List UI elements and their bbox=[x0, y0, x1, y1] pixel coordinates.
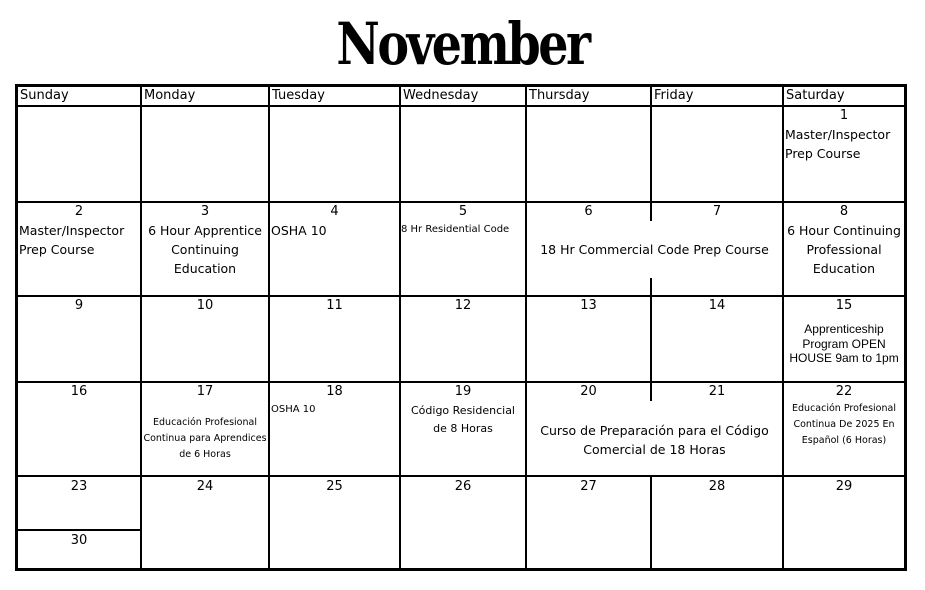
month-title: November bbox=[336, 10, 589, 78]
column-divider bbox=[399, 87, 401, 568]
day-number: 2 bbox=[74, 204, 84, 219]
day-number: 27 bbox=[580, 479, 597, 494]
day-number: 4 bbox=[330, 204, 339, 219]
week-divider bbox=[18, 529, 140, 531]
column-divider bbox=[525, 87, 527, 568]
day-number: 12 bbox=[454, 298, 472, 313]
weekday-header: Tuesday bbox=[272, 88, 325, 103]
day-number: 15 bbox=[835, 298, 853, 313]
event-osha-10: OSHA 10 bbox=[271, 223, 327, 238]
day-number: 17 bbox=[196, 384, 214, 399]
day-number: 22 bbox=[835, 384, 853, 399]
day-number: 29 bbox=[835, 479, 853, 494]
event-open-house: Apprenticeship Program OPEN HOUSE 9am to 1pm bbox=[789, 322, 899, 365]
day-number: 10 bbox=[196, 298, 214, 313]
day-number: 3 bbox=[200, 204, 210, 219]
weekday-header: Wednesday bbox=[403, 88, 479, 103]
header-divider bbox=[18, 105, 904, 107]
day-number: 14 bbox=[708, 298, 726, 313]
event-aprendices-educacion: Educación Profesional Continua para Aprendices de 6 Horas bbox=[143, 417, 267, 460]
day-number: 19 bbox=[454, 384, 472, 399]
day-number: 11 bbox=[326, 298, 343, 313]
day-number: 30 bbox=[70, 533, 88, 548]
weekday-header: Monday bbox=[144, 88, 196, 103]
day-number: 25 bbox=[326, 479, 343, 494]
event-commercial-code-prep: 18 Hr Commercial Code Prep Course bbox=[540, 242, 769, 257]
event-apprentice-continuing-ed: 6 Hour Apprentice Continuing Education bbox=[148, 223, 262, 276]
day-number: 1 bbox=[839, 108, 849, 123]
week-divider bbox=[18, 201, 904, 203]
day-number: 21 bbox=[708, 384, 726, 399]
week-divider bbox=[18, 381, 904, 383]
weekday-header: Thursday bbox=[529, 88, 590, 103]
event-codigo-residencial: Código Residencial de 8 Horas bbox=[411, 404, 515, 435]
event-educacion-profesional: Educación Profesional Continua De 2025 En Español (6 Horas) bbox=[792, 403, 896, 446]
day-number: 23 bbox=[70, 479, 88, 494]
calendar-grid bbox=[15, 84, 907, 571]
day-number: 28 bbox=[708, 479, 726, 494]
event-master-inspector-prep: Master/Inspector Prep Course bbox=[19, 223, 125, 257]
event-continuing-professional-ed: 6 Hour Continuing Professional Education bbox=[787, 223, 901, 276]
day-number: 20 bbox=[580, 384, 597, 399]
day-number: 6 bbox=[584, 204, 593, 219]
weekday-header: Saturday bbox=[786, 88, 845, 103]
event-master-inspector-prep: Master/Inspector Prep Course bbox=[785, 127, 891, 161]
column-divider bbox=[268, 87, 270, 568]
day-number: 8 bbox=[839, 204, 849, 219]
column-divider bbox=[140, 87, 142, 568]
week-divider bbox=[18, 475, 904, 477]
week-divider bbox=[18, 295, 904, 297]
day-number: 13 bbox=[580, 298, 597, 313]
event-residential-code: 8 Hr Residential Code bbox=[401, 224, 510, 235]
day-number: 26 bbox=[454, 479, 472, 494]
day-number: 18 bbox=[326, 384, 343, 399]
weekday-header: Friday bbox=[654, 88, 694, 103]
column-divider bbox=[782, 87, 784, 568]
event-codigo-comercial: Curso de Preparación para el Código Comercial de 18 Horas bbox=[540, 423, 769, 457]
event-osha-10: OSHA 10 bbox=[271, 404, 316, 415]
day-number: 9 bbox=[74, 298, 84, 313]
day-number: 24 bbox=[196, 479, 214, 494]
day-number: 16 bbox=[70, 384, 88, 399]
day-number: 7 bbox=[712, 204, 722, 219]
day-number: 5 bbox=[458, 204, 468, 219]
weekday-header: Sunday bbox=[20, 88, 69, 103]
